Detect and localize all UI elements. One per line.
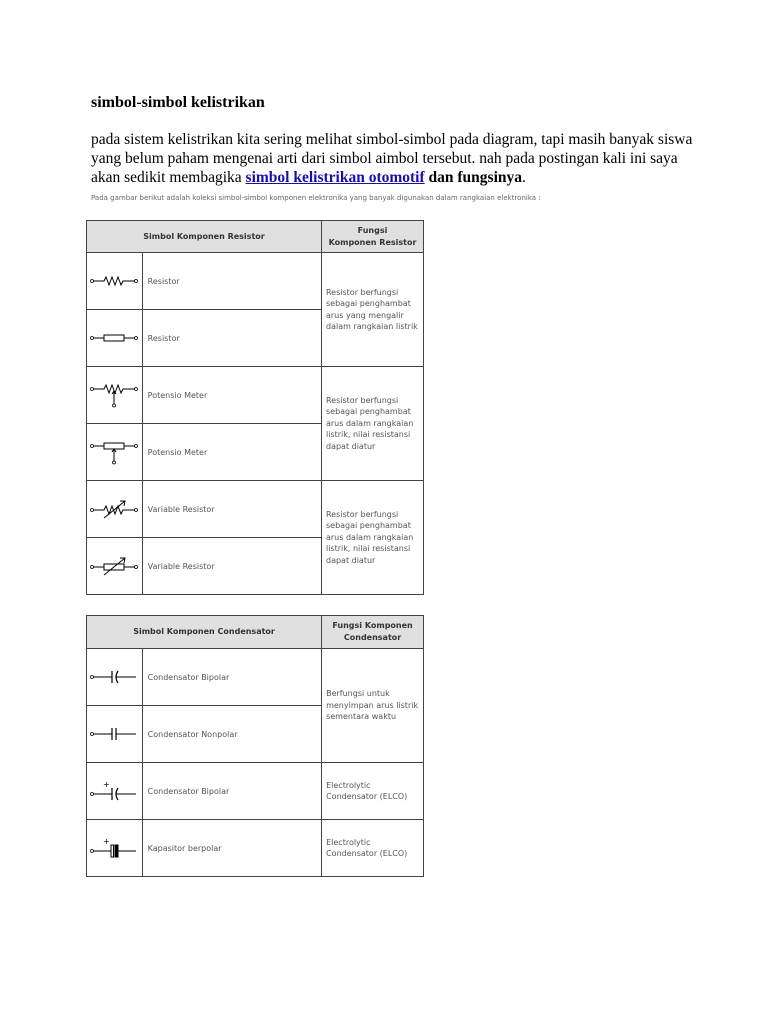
- potentiometer-box-icon: [87, 424, 143, 481]
- condensator-header-symbol: Simbol Komponen Condensator: [87, 616, 322, 649]
- capacitor-nonpolar-icon: [87, 706, 143, 763]
- potentiometer-zigzag-icon: [87, 367, 143, 424]
- intro-paragraph: [91, 130, 701, 187]
- component-name: Condensator Nonpolar: [142, 706, 321, 763]
- svg-text:+: +: [103, 780, 111, 789]
- capacitor-electrolytic-icon: [87, 820, 143, 877]
- component-name: Potensio Meter: [142, 424, 321, 481]
- resistor-zigzag-icon: [87, 253, 143, 310]
- function-text: Electrolytic Condensator (ELCO): [322, 763, 424, 820]
- component-name: Kapasitor berpolar: [142, 820, 321, 877]
- function-text: Electrolytic Condensator (ELCO): [322, 820, 424, 877]
- table-row: [87, 253, 424, 310]
- condensator-table: [86, 615, 424, 877]
- intro-bold-text: dan fungsinya: [424, 169, 523, 186]
- condensator-header-function: Fungsi Komponen Condensator: [322, 616, 424, 649]
- table-row: [87, 820, 424, 877]
- resistor-header-symbol: Simbol Komponen Resistor: [87, 221, 322, 253]
- component-name: Resistor: [142, 310, 321, 367]
- variable-resistor-box-icon: [87, 538, 143, 595]
- otomotif-link[interactable]: simbol kelistrikan otomotif: [245, 169, 425, 186]
- component-name: Condensator Bipolar: [142, 649, 321, 706]
- capacitor-bipolar-icon: [87, 649, 143, 706]
- function-text: Resistor berfungsi sebagai penghambat arus dalam rangkaian listrik, nilai resistansi dapat diatur: [321, 367, 423, 481]
- table-row: [87, 481, 424, 538]
- capacitor-polarized-icon: [87, 763, 143, 820]
- svg-text:+: +: [103, 837, 111, 846]
- function-text: Resistor berfungsi sebagai penghambat arus dalam rangkaian listrik, nilai resistansi dapat diatur: [321, 481, 423, 595]
- component-name: Resistor: [142, 253, 321, 310]
- component-name: Variable Resistor: [142, 538, 321, 595]
- table-row: [87, 763, 424, 820]
- component-name: Variable Resistor: [142, 481, 321, 538]
- component-name: Potensio Meter: [142, 367, 321, 424]
- resistor-table: [86, 220, 424, 595]
- function-text: Berfungsi untuk menyimpan arus listrik sementara waktu: [322, 649, 424, 763]
- resistor-header-function: Fungsi Komponen Resistor: [321, 221, 423, 253]
- resistor-box-icon: [87, 310, 143, 367]
- table-row: [87, 649, 424, 706]
- function-text: Resistor berfungsi sebagai penghambat arus yang mengalir dalam rangkaian listrik: [321, 253, 423, 367]
- page-title: simbol-simbol kelistrikan: [91, 94, 265, 111]
- table-row: [87, 367, 424, 424]
- variable-resistor-zigzag-icon: [87, 481, 143, 538]
- intro-text: pada sistem kelistrikan kita sering melihat simbol-simbol pada diagram, tapi masih banyak siswa yang belum paham mengenai arti dari simbol aimbol tersebut. nah pada postingan kali ini saya akan sedikit membagika: [91, 131, 693, 186]
- caption: Pada gambar berikut adalah koleksi simbol-simbol komponen elektronika yang banyak digunakan dalam rangkaian elektronika :: [91, 194, 541, 202]
- component-name: Condensator Bipolar: [142, 763, 321, 820]
- intro-period: .: [522, 169, 526, 186]
